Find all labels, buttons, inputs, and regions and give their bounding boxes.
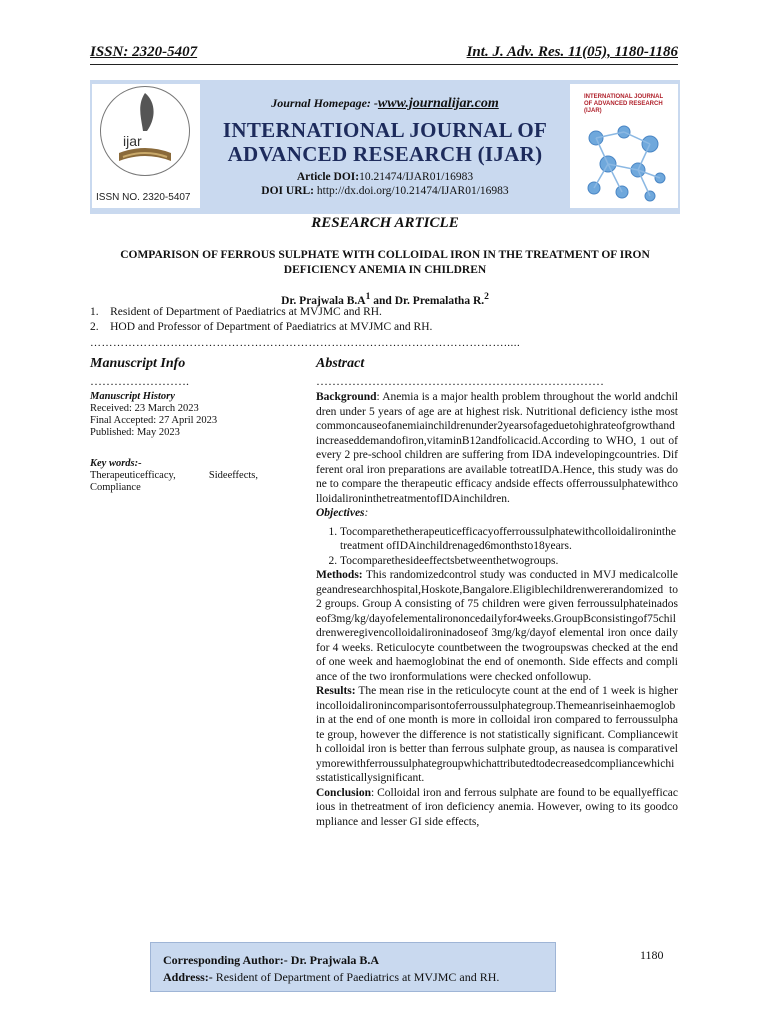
background-label: Background (316, 391, 377, 403)
keyword-3: Compliance (90, 482, 141, 493)
conclusion-label: Conclusion (316, 786, 371, 799)
authors-and: and (370, 294, 395, 307)
author-1: Dr. Prajwala B.A (281, 294, 366, 307)
affiliation-1: 1. Resident of Department of Paediatrics at MVJMC and RH. (90, 306, 382, 318)
corresponding-author: Corresponding Author:- Dr. Prajwala B.A (163, 953, 380, 967)
objectives-list (316, 525, 678, 569)
article-title-line1: COMPARISON OF FERROUS SULPHATE WITH COLLOIDAL IRON IN THE TREATMENT OF IRON (120, 249, 650, 261)
article-title-line2: DEFICIENCY ANEMIA IN CHILDREN (283, 264, 487, 276)
keywords-label: Key words:- (90, 458, 142, 469)
keyword-1: Therapeuticefficacy, (90, 470, 176, 481)
author-1-sup: 1 (365, 291, 371, 302)
journal-title-line2: ADVANCED RESEARCH (IJAR) (227, 142, 543, 166)
abstract-body (316, 390, 678, 829)
doi-label: Article DOI: (296, 171, 360, 183)
received-date: Received: 23 March 2023 (90, 403, 199, 414)
manuscript-dots: ……………………. (90, 374, 189, 388)
doi-value: 10.21474/IJAR01/16983 (359, 171, 474, 183)
quill-book-icon (101, 87, 189, 175)
objectives-label: Objectives (316, 507, 365, 519)
results-label: Results: (316, 685, 356, 697)
molecule-illustration-icon (576, 118, 674, 204)
history-label: Manuscript History (90, 391, 175, 402)
logo-text: ijar (123, 133, 142, 149)
author-2-sup: 2 (484, 291, 489, 302)
doi-url-label: DOI URL: (261, 185, 315, 197)
journal-cover-image (570, 84, 678, 208)
published-date: Published: May 2023 (90, 427, 180, 438)
logo-emblem (100, 86, 190, 176)
journal-logo (92, 84, 200, 208)
conclusion-text: : Colloidal iron and ferrous sulphate are found to be equallyefficacious in thetreatment of iron deficiency anemia. However, owing to its goodcompliance and lesser GI side effects, (316, 786, 678, 828)
article-type: RESEARCH ARTICLE (311, 215, 459, 231)
keyword-2: Sideeffects, (208, 470, 258, 481)
manuscript-info-heading: Manuscript Info (90, 356, 186, 371)
homepage-label: Journal Homepage: - (271, 96, 378, 110)
doi-block (200, 170, 570, 198)
journal-homepage (200, 96, 570, 112)
separator-line: ………………………………………………………………………………………………..... (90, 337, 521, 349)
page-number: 1180 (640, 948, 664, 962)
doi-url-link[interactable]: http://dx.doi.org/10.21474/IJAR01/16983 (316, 185, 509, 197)
objectives-colon: : (364, 507, 369, 519)
authors (90, 291, 680, 307)
homepage-link[interactable]: www.journalijar.com (377, 96, 499, 111)
address-label: Address:- (163, 970, 213, 984)
journal-title (200, 118, 570, 166)
logo-issn: ISSN NO. 2320-5407 (96, 192, 191, 203)
running-header (90, 44, 678, 65)
manuscript-history (90, 391, 300, 439)
methods-text: This randomizedcontrol study was conducted in MVJ medicalcollegeandresearchhospital,Hoskote,Bangalore.Eligiblechildrenwererandomized to 2 groups. Group A consisting of 75 children were given ferroussulphateinadoseof3mg/kg/dayofelementalirononcedailyfor4weeks.GroupBconsistingof75childrenweregivencolloidalironinadoseof 3mg/kg/dayof elemental iron once daily for 4 weeks. Reticulocyte countbetween the twogroupswas checked at the end of one week and haemoglobinat the end of onemonth. Side effects and compliance of the two ironformulations were checked onfollowup. (316, 569, 678, 683)
corresponding-author-box (150, 942, 556, 992)
article-title (90, 248, 680, 278)
background-text: : Anemia is a major health problem throughout the world andchildren under 5 years of age are at highest risk. Nutritional deficiency isthe mostcommoncauseofanemiainchildrenunder2yearsofageduetohighrateofgrowthandincreaseddemandofiron,vitaminB12andfolicacid.According to WHO, 1 out of every 2 pre-school children are suffering from IDA indevelopingcountries. Different oral iron preparations are available totreatIDA.Hence, this study was done to compare the therapeutic efficacy andside effects offerroussulphatewithcolloidalironinthetreatmentofIDAinchildren. (316, 391, 678, 505)
author-2: Dr. Premalatha R. (394, 294, 485, 307)
results-text: The mean rise in the reticulocyte count at the end of 1 week is higherincolloidalironincomparisontoferroussulphategroup.Themeanriseinhaemoglobin at the end of one month is more in colloidal iron compared to ferroussulphate group, however the difference is not statistically significant. Compliancewith colloidal iron is better than ferrous sulphate group, as nausea is comparativelymorewithferroussulphategroupwhichattributedtodecreasedcompliancewhichisstatisticallysignificant. (316, 685, 678, 784)
affiliation-2: 2. HOD and Professor of Department of Paediatrics at MVJMC and RH. (90, 321, 433, 333)
accepted-date: Final Accepted: 27 April 2023 (90, 415, 218, 426)
abstract-heading: Abstract (316, 356, 365, 371)
methods-label: Methods: (316, 569, 363, 581)
cover-title: INTERNATIONAL JOURNAL OF ADVANCED RESEARCH (IJAR) (584, 94, 664, 114)
objective-2: 2. Tocomparethesideeffectsbetweenthetwogroups. (340, 554, 678, 569)
address-text: Resident of Department of Paediatrics at MVJMC and RH. (212, 970, 500, 984)
objective-1: 1. Tocomparethetherapeuticefficacyofferroussulphatewithcolloidalironinthetreatment ofIDAinchildrenaged6monthsto18years. (340, 525, 678, 554)
citation-text: Int. J. Adv. Res. 11(05), 1180-1186 (466, 44, 678, 60)
issn-text: ISSN: 2320-5407 (90, 44, 198, 60)
journal-title-line1: INTERNATIONAL JOURNAL OF (222, 118, 548, 142)
abstract-dots: ……………………………………………………………… (316, 374, 604, 388)
keywords (90, 458, 300, 494)
